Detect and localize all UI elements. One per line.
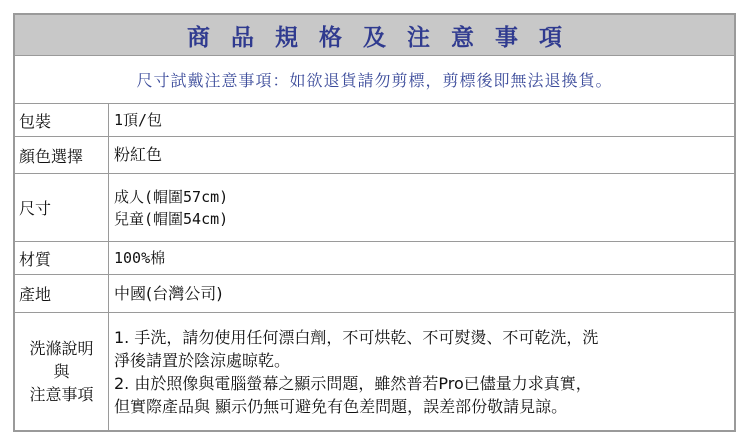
row-origin: [15, 275, 734, 313]
care-line1: 1. 手洗，請勿使用任何漂白劑，不可烘乾、不可熨燙、不可乾洗，洗: [114, 327, 599, 347]
size-value: [114, 174, 728, 241]
origin-text: 中國(台灣公司): [114, 283, 223, 303]
origin-label: 產地: [15, 275, 109, 312]
row-size: [15, 174, 734, 242]
title-text: 商品規格及注意事項: [187, 24, 583, 51]
notice-text: 尺寸試戴注意事項：如欲退貨請勿剪標，剪標後即無法退換貨。: [136, 71, 613, 90]
care-line3: 2. 由於照像與電腦螢幕之顯示問題，雖然普若Pro已儘量力求真實，: [114, 373, 592, 393]
material-label: 材質: [15, 242, 109, 274]
care-label-line1: 洗滌說明: [29, 339, 94, 358]
origin-value: [114, 275, 728, 312]
row-care: [15, 313, 734, 430]
care-line2: 淨後請置於陰涼處晾乾。: [114, 350, 291, 370]
packaging-label: 包裝: [15, 104, 109, 136]
size-adult: 成人(帽圍57cm): [114, 187, 229, 206]
spec-table: [13, 13, 736, 432]
size-label: 尺寸: [15, 174, 109, 241]
color-text: 粉紅色: [114, 145, 163, 164]
material-value: [114, 242, 728, 274]
size-child: 兒童(帽圍54cm): [114, 209, 229, 228]
row-material: [15, 242, 734, 275]
care-value: [114, 313, 728, 430]
material-text: 100%棉: [114, 249, 166, 267]
care-line4: 但實際產品與 顯示仍無可避免有色差問題，誤差部份敬請見諒。: [114, 396, 568, 416]
care-label-line2: 與: [53, 362, 70, 381]
return-notice: [15, 56, 734, 104]
packaging-value: [114, 104, 728, 136]
row-packaging: [15, 104, 734, 137]
packaging-text: 1頂/包: [114, 111, 163, 129]
care-label: [15, 313, 109, 430]
table-title: [15, 15, 734, 56]
color-value: [114, 137, 728, 173]
care-label-line3: 注意事項: [29, 385, 94, 404]
row-color: [15, 137, 734, 174]
color-label: 顏色選擇: [15, 137, 109, 173]
